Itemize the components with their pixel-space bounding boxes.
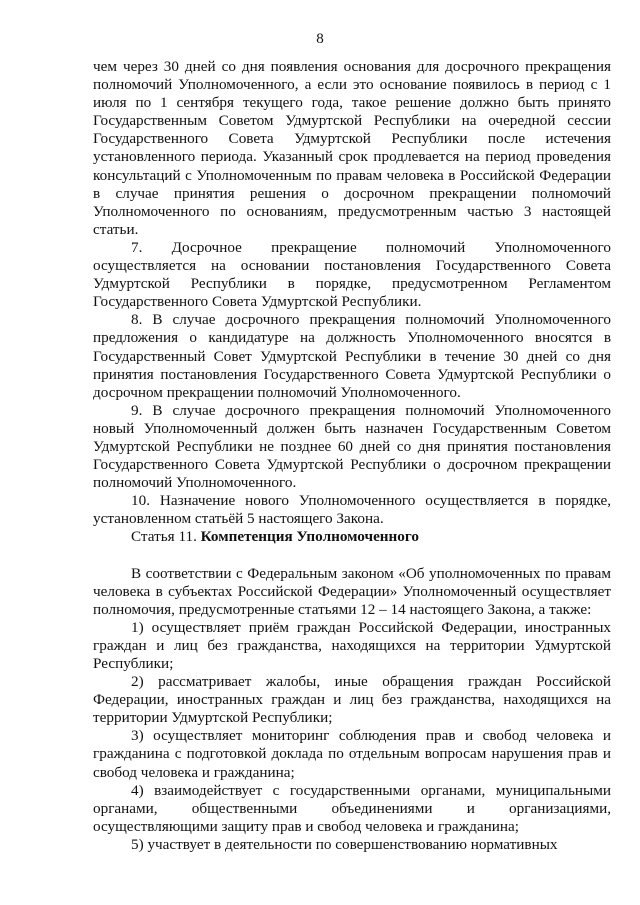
paragraph-item-7: 7. Досрочное прекращение полномочий Уполномоченного осуществляется на основании постановления Государственного Совета Удмуртской Республики в порядке, предусмотренном Регламентом Государственного Совета Удмуртской Республики. (93, 238, 611, 311)
paragraph-item-8: 8. В случае досрочного прекращения полномочий Уполномоченного предложения о кандидатуре на должность Уполномоченного вносятся в Государственный Совет Удмуртской Республики в течение 30 дней со дня принятия постановления Государственного Совета Удмуртской Республики о досрочном прекращении полномочий Уполномоченного. (93, 311, 611, 401)
paragraph-intro: В соответствии с Федеральным законом «Об уполномоченных по правам человека в субъектах Российской Федерации» Уполномоченный осуществляет полномочия, предусмотренные статьями 12 – 14 настоящего Закона, а также: (93, 564, 611, 618)
paragraph-continuation: чем через 30 дней со дня появления основания для досрочного прекращения полномочий Уполномоченного, а если это основание появилось в период с 1 июля по 1 сентября текущего года, такое решение должно быть принято Государственным Советом Удмуртской Республики на очередной сессии Государственного Совета Удмуртской Республики после истечения установленного периода. Указанный срок продлевается на период проведения консультаций с Уполномоченным по правам человека в Российской Федерации в случае принятия решения о досрочном прекращении полномочий Уполномоченного по основаниям, предусмотренным частью 3 настоящей статьи. (93, 58, 611, 238)
paragraph-item-9: 9. В случае досрочного прекращения полномочий Уполномоченного новый Уполномоченный должен быть назначен Государственным Советом Удмуртской Республики не позднее 60 дней со дня принятия постановления Государственного Совета Удмуртской Республики о досрочном прекращении полномочий Уполномоченного. (93, 401, 611, 492)
paragraph-item-10: 10. Назначение нового Уполномоченного осуществляется в порядке, установленном статьёй 5 настоящего Закона. (93, 492, 611, 528)
list-item-4: 4) взаимодействует с государственными органами, муниципальными органами, общественными объединениями и организациями, осуществляющими защиту прав и свобод человека и гражданина; (93, 781, 611, 835)
list-item-5: 5) участвует в деятельности по совершенствованию нормативных (131, 835, 558, 853)
list-item-3: 3) осуществляет мониторинг соблюдения прав и свобод человека и гражданина с подготовкой доклада по отдельным вопросам нарушения прав и свобод человека и гражданина; (93, 727, 611, 781)
document-body (93, 58, 611, 854)
article-heading (93, 528, 611, 546)
article-title: Компетенция Уполномоченного (200, 528, 420, 546)
page-number: 8 (316, 31, 324, 47)
list-item-2: 2) рассматривает жалобы, иные обращения граждан Российской Федерации, иностранных граждан и лиц без гражданства, находящихся на территории Удмуртской Республики; (93, 673, 611, 727)
article-prefix: Статья 11. (131, 528, 201, 546)
list-item-1: 1) осуществляет приём граждан Российской Федерации, иностранных граждан и лиц без гражданства, находящихся на территории Удмуртской Республики; (93, 618, 611, 672)
